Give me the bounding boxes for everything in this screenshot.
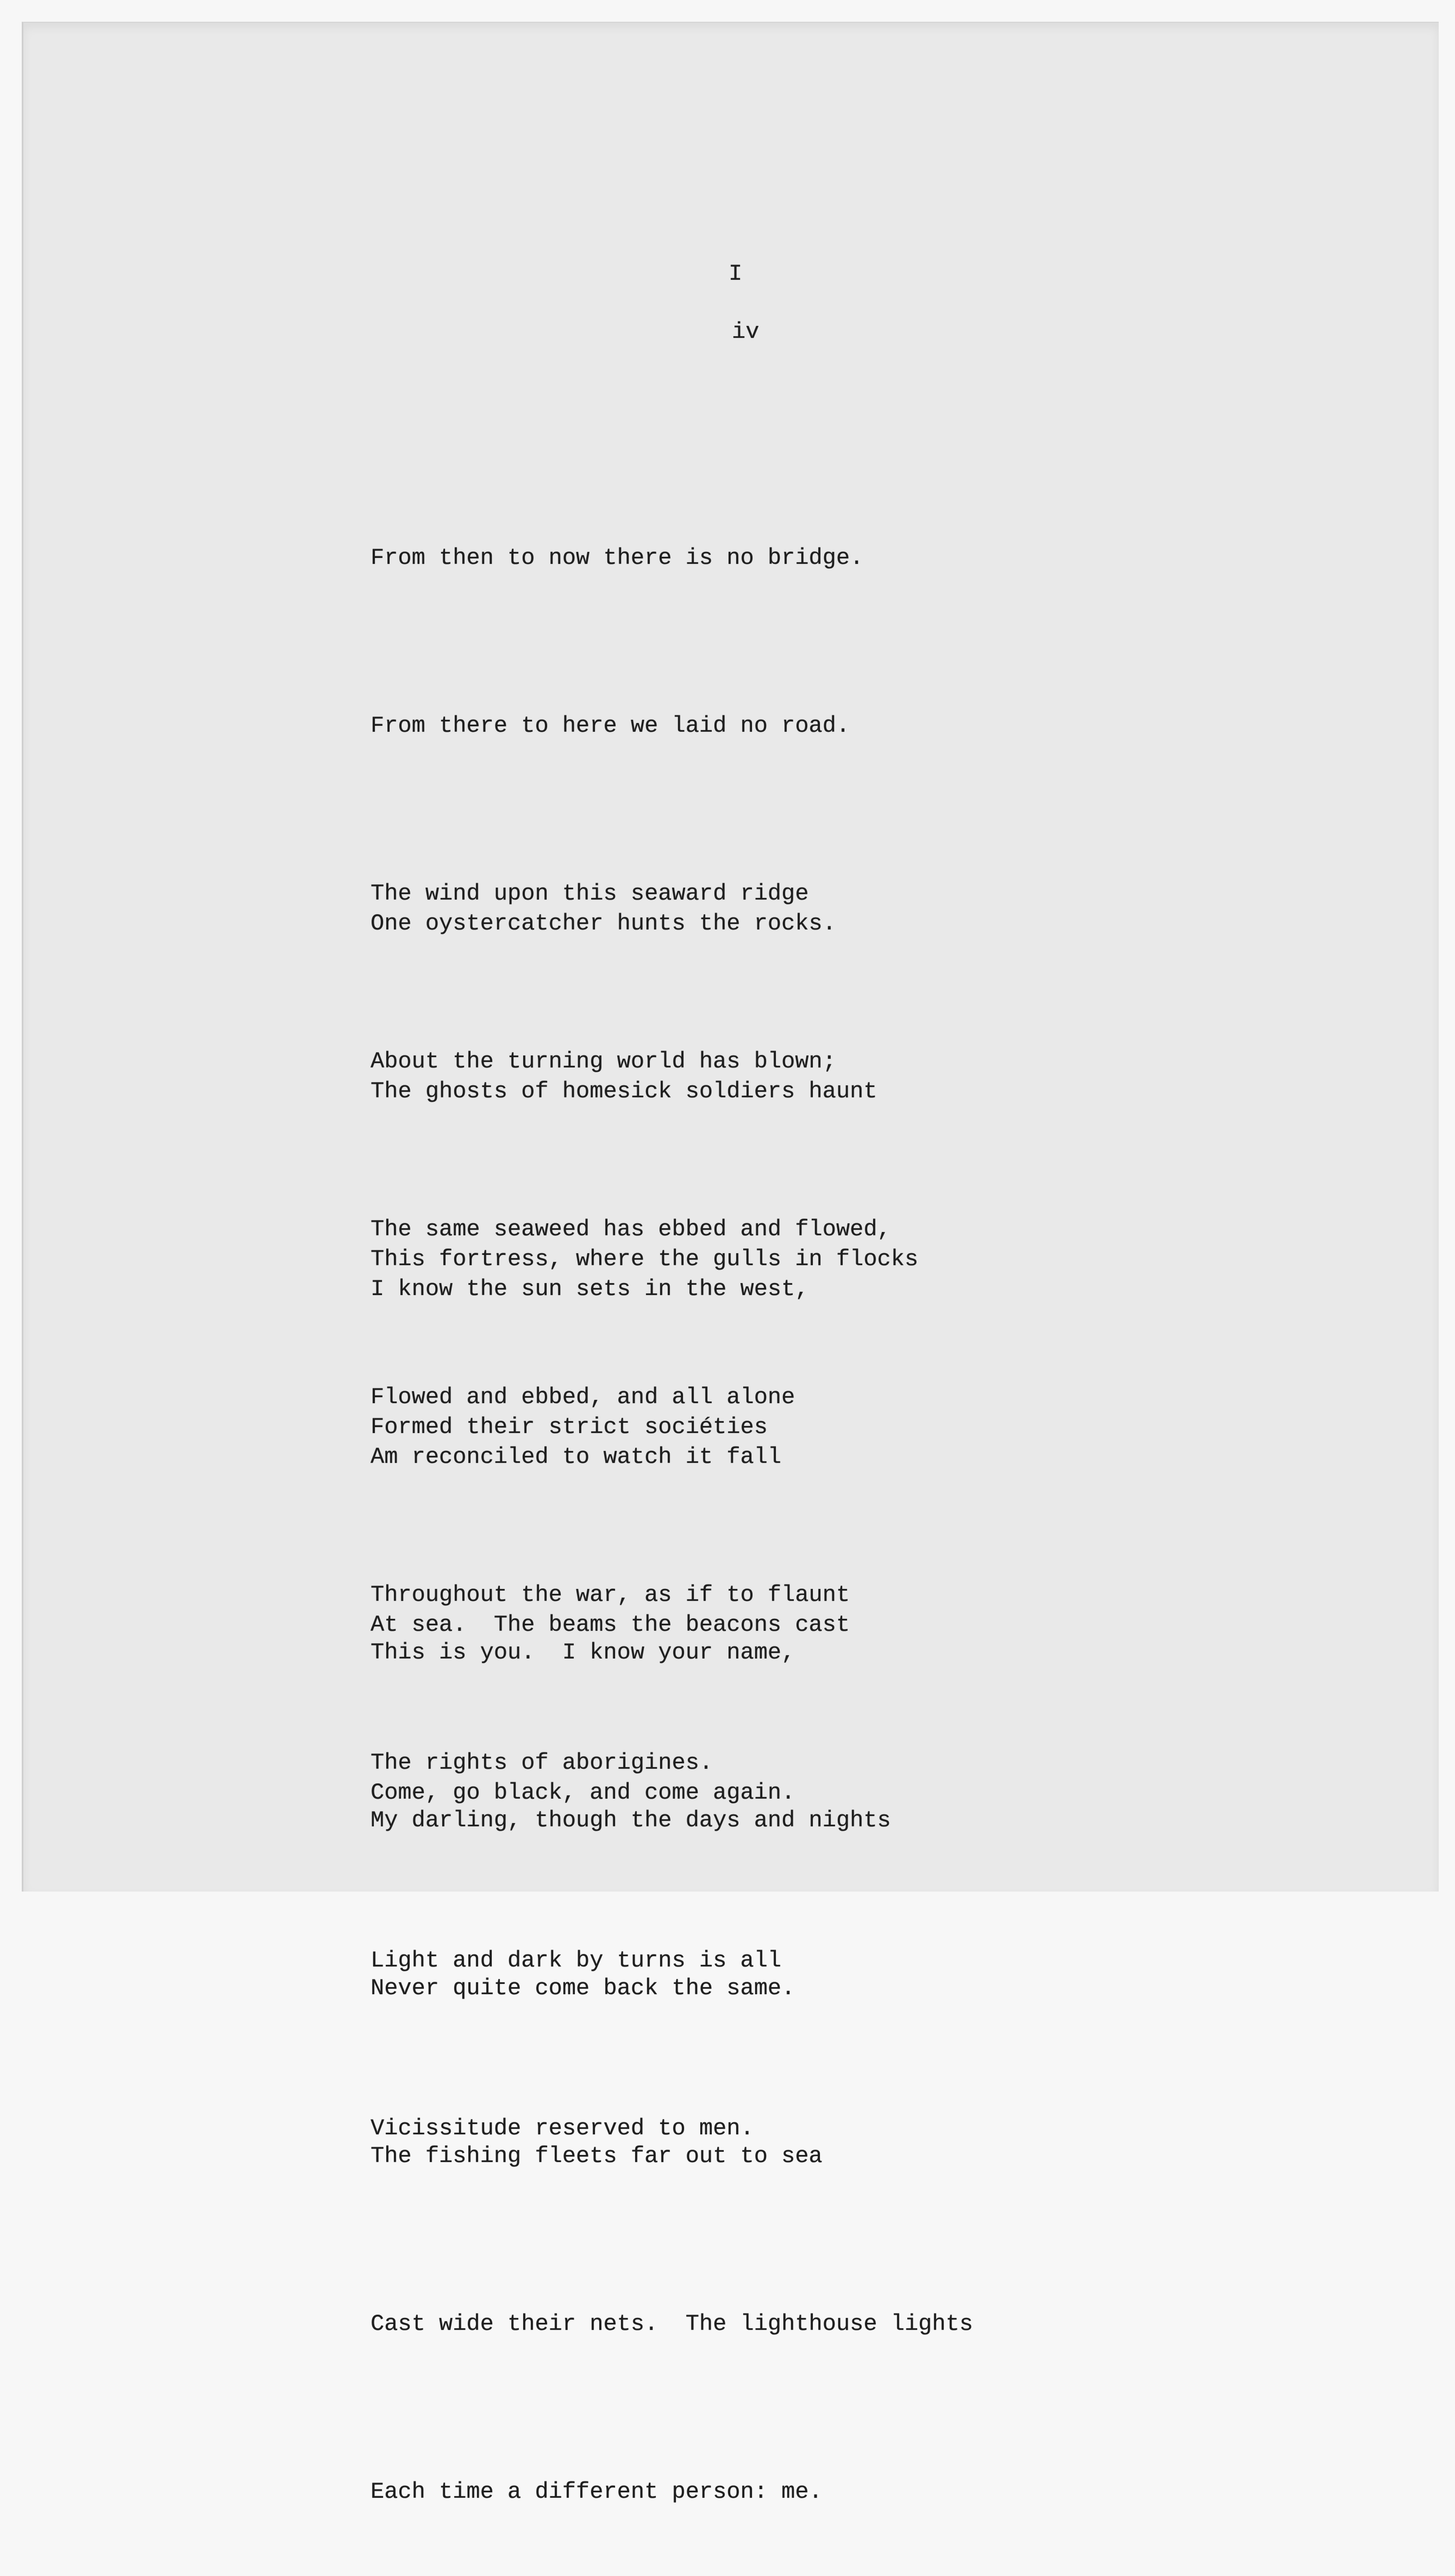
poem-line: At sea. The beams the beacons cast [371,1612,850,1638]
subsection-number: iv [732,319,760,345]
poem-line: Flowed and ebbed, and all alone [371,1384,795,1410]
stanza-4 [371,1513,973,2576]
poem-line: Vicissitude reserved to men. [371,2115,754,2141]
poem-line: Formed their strict sociéties [371,1414,768,1440]
poem-line: This is you. I know your name, [371,1639,795,1666]
poem-line: Never quite come back the same. [371,1975,795,2001]
poem-line: I know the sun sets in the west, [371,1276,809,1302]
poem-line: From then to now there is no bridge. [371,545,864,571]
poem-line: The fishing fleets far out to sea [371,2143,823,2169]
poem-line: From there to here we laid no road. [371,713,850,739]
poem-line: The same seaweed has ebbed and flowed, [371,1216,891,1242]
poem-line: My darling, though the days and nights [371,1807,891,1833]
poem-line: Cast wide their nets. The lighthouse lights [371,2311,973,2337]
poem-line: Come, go black, and come again. [371,1780,795,1806]
poem-line: The rights of aborigines. [371,1750,713,1776]
poem-line: One oystercatcher hunts the rocks. [371,910,836,937]
poem-line: The wind upon this seaward ridge [371,881,809,907]
poem-line: Throughout the war, as if to flaunt [371,1582,850,1608]
poem-line: Each time a different person: me. [371,2479,823,2505]
poem-line: The ghosts of homesick soldiers haunt [371,1078,877,1104]
poem-line: About the turning world has blown; [371,1048,836,1075]
poem-line: This fortress, where the gulls in flocks [371,1246,919,1272]
poem-line: Light and dark by turns is all [371,1947,782,1974]
section-number: I [729,261,743,287]
poem-line: Am reconciled to watch it fall [371,1444,782,1470]
